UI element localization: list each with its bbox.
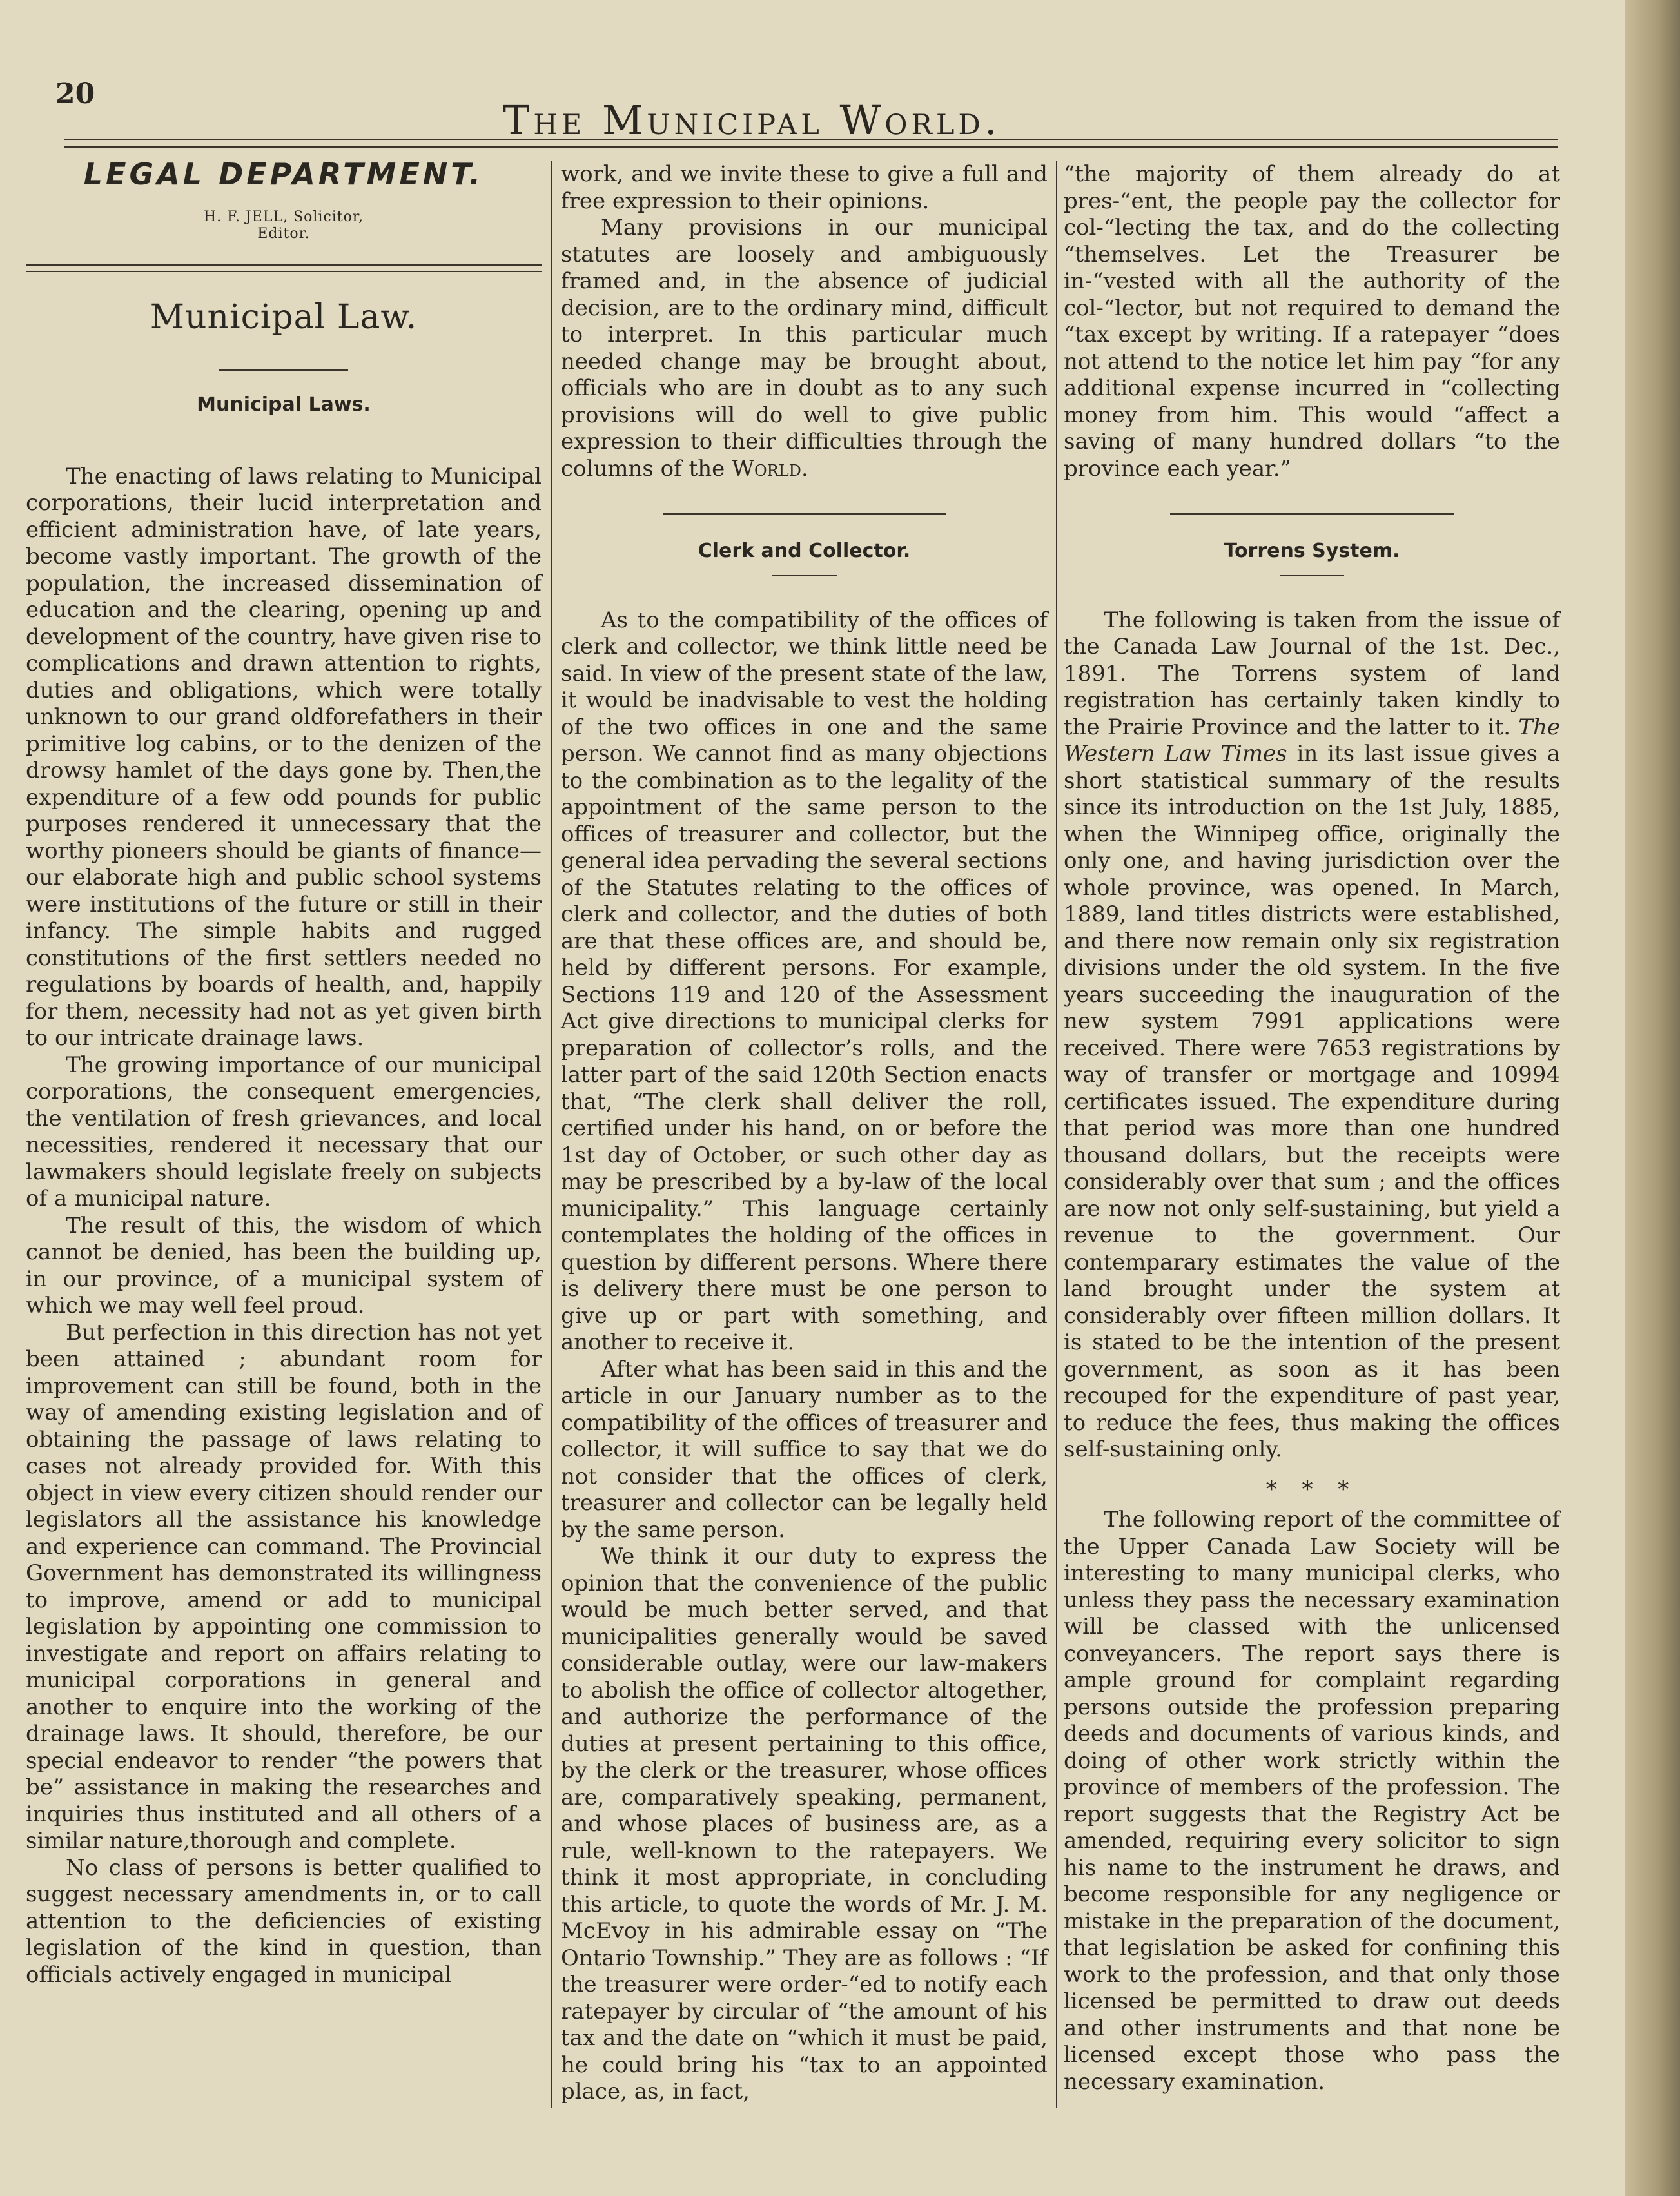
article-subhead: Torrens System. <box>1224 540 1400 562</box>
publication-name: The Western Law Times <box>1064 714 1560 767</box>
page-edge <box>1625 0 1680 2196</box>
paragraph: “the majority of them already do at pres-“ent, the people pay the collector for col-“lecting the tax, and do the collecting “themselves. Let the Treasurer be in-“vested with all the authority of the col-“lector, but not required to demand the “tax except by writing. If a ratepayer “does not attend to the notice let him pay “for any additional expense incurred in “collecting money from him. This would “affect a saving of many hundred dollars “to the province each year.” <box>1064 161 1560 482</box>
paragraph: No class of persons is better qualified to suggest necessary amendments in, or to call attention to the deficiencies of existing legislation of the kind in question, than officials actively engaged in municipal <box>26 1854 542 1988</box>
paragraph: The enacting of laws relating to Municipal corporations, their lucid interpretation and efficient administration have, of late years, become vastly important. The growth of the population, the increased dissemination of education and the clearing, opening up and development of the country, have given rise to complications and drawn attention to rights, duties and obligations, which were totally unknown to our grand oldforefathers in their primitive log cabins, or to the denizen of the drowsy hamlet of the days gone by. Then,the expenditure of a few odd pounds for public purposes rendered it unnecessary that the worthy pioneers should be giants of finance—our elaborate high and public school systems were institutions of the future or still in their infancy. The simple habits and rugged constitutions of the first settlers needed no regulations by boards of health, and, happily for them, necessity had not as yet given birth to our intricate drainage laws. <box>26 463 542 1051</box>
article-subhead: Municipal Laws. <box>197 393 371 416</box>
paragraph: As to the compatibility of the offices of clerk and collector, we think little need be said. In view of the present state of the law, it would be inadvisable to vest the holding of the two offices in one and the same person. We cannot find as many objections to the combination as to the legality of the appointment of the same person to the offices of treasurer and collector, but the general idea pervading the several sections of the Statutes relating to the offices of clerk and collector, and the duties of both are that these offices are, and should be, held by different persons. For example, Sections 119 and 120 of the Assessment Act give directions to municipal clerks for preparation of collector’s rolls, and the latter part of the said 120th Section enacts that, “The clerk shall deliver the roll, certified under his hand, on or before the 1st day of October, or such other day as may be prescribed by a by-law of the local municipality.” This language certainly contemplates the holding of the offices in question by different persons. Where there is delivery there must be one person to give up or part with something, and another to receive it. <box>561 607 1048 1355</box>
section-separator: * * * <box>1265 1476 1358 1502</box>
column-divider-1 <box>551 161 552 2108</box>
page-number: 20 <box>55 77 95 110</box>
paragraph <box>561 215 1048 482</box>
paragraph: The following report of the committee of the Upper Canada Law Society will be interesting to many municipal clerks, who unless they pass the necessary examination will be classed with the unlicensed conveyancers. The report says there is ample ground for complaint regarding persons outside the profession preparing deeds and documents of various kinds, and doing of other work strictly within the province of members of the profession. The report suggests that the Registry Act be amended, requiring every solicitor to sign his name to the instrument he draws, and become responsible for any negligence or mistake in the preparation of the document, that legislation be asked for confining this work to the profession, and that only those licensed be permitted to draw out deeds and other instruments and that none be licensed except those who pass the necessary examination. <box>1064 1507 1560 2095</box>
paragraph-text: Many provisions in our municipal statutes are loosely and ambiguously framed and, in the absence of judicial decision, are to the ordinary mind, difficult to interpret. In this particular much needed change may be brought about, officials who are in doubt as to any such provisions will do well to give public expression to their difficulties through the columns of the <box>561 215 1048 482</box>
section-title: Municipal Law. <box>150 297 418 337</box>
article-rule <box>1170 513 1454 515</box>
subhead-rule <box>219 369 348 371</box>
paragraph: After what has been said in this and the article in our January number as to the compatibility of the offices of treasurer and collector, it will suffice to say that we do not consider that the offices of clerk, treasurer and collector can be legally held by the same person. <box>561 1356 1048 1543</box>
paragraph-text: The following is taken from the issue of the Canada Law Journal of the 1st. Dec., 1891. The Torrens system of land registration has certainly taken kindly to the Prairie Province and the latter to it. <box>1064 607 1560 740</box>
paragraph-text: in its last issue gives a short statistical summary of the results since its introduction on the 1st July, 1885, when the Winnipeg office, originally the only one, and having jurisdiction over the whole province, was opened. In March, 1889, land titles districts were established, and there now remain only six registration divisions under the old system. In the five years succeeding the inauguration of the new system 7991 applications were received. There were 7653 registrations by way of transfer or mortgage and 10994 certificates issued. The expenditure during that period was more than one hundred thousand dollars, but the receipts were considerably over that sum ; and the offices are now not only self-sustaining, but yield a revenue to the government. Our contemparary estimates the value of the land brought under the system at considerably over fifteen million dollars. It is stated to be the intention of the present government, as soon as it has been recouped for the expenditure of past year, to reduce the fees, thus making the offices self-sustaining only. <box>1064 741 1561 1462</box>
paragraph: The result of this, the wisdom of which cannot be denied, has been the building up, in our province, of a municipal system of which we may well feel proud. <box>26 1212 542 1319</box>
paragraph: We think it our duty to express the opinion that the convenience of the public would be much better served, and that municipalities generally would be saved considerable outlay, were our law-makers to abolish the office of collector altogether, and authorize the performance of the duties at present pertaining to this office, by the clerk or the treasurer, whose offices are, comparatively speaking, permanent, and whose places of business are, as a rule, well-known to the ratepayers. We think it most appropriate, in concluding this article, to quote the words of Mr. J. M. McEvoy in his admirable essay on “The Ontario Township.” They are as follows : “If the treasurer were order-“ed to notify each ratepayer by circular of “the amount of his tax and the date on “which it must be paid, he could bring his “tax to an appointed place, as, in fact, <box>561 1544 1048 2104</box>
column-1 <box>26 157 542 1988</box>
department-title: LEGAL DEPARTMENT. <box>83 157 484 191</box>
subhead-rule <box>1280 575 1344 576</box>
world-name: World. <box>732 455 808 482</box>
column-divider-2 <box>1056 161 1057 2108</box>
paragraph <box>1064 607 1560 1464</box>
column-3 <box>1064 161 1560 2095</box>
section-double-rule <box>26 264 542 272</box>
paragraph: The growing importance of our municipal corporations, the consequent emergencies, the ventilation of fresh grievances, and local necessities, rendered it necessary that our lawmakers should legislate freely on subjects of a municipal nature. <box>26 1052 542 1211</box>
article-rule <box>663 513 946 515</box>
article-subhead: Clerk and Collector. <box>698 540 911 562</box>
paragraph: work, and we invite these to give a full and free expression to their opinions. <box>561 161 1048 214</box>
masthead: The Municipal World. <box>503 97 1001 144</box>
paragraph: But perfection in this direction has not yet been attained ; abundant room for improvement can still be found, both in the way of amending existing legislation and of obtaining the passage of laws relating to cases not already provided for. With this object in view every citizen should render our legislators all the assistance his knowledge and experience can command. The Provincial Government has demonstrated its willingness to improve, amend or add to municipal legislation by appointing one commission to investigate and report on affairs relating to municipal corporations in general and another to enquire into the working of the drainage laws. It should, therefore, be our special endeavor to render “the powers that be” assistance in making the researches and inquiries thus instituted and all others of a similar nature,thorough and complete. <box>26 1319 542 1854</box>
header-rule <box>64 139 1558 148</box>
editor-line-1: H. F. JELL, Solicitor, <box>203 208 364 225</box>
column-2 <box>561 161 1048 2106</box>
subhead-rule <box>772 575 837 576</box>
editor-line-2: Editor. <box>257 225 310 242</box>
